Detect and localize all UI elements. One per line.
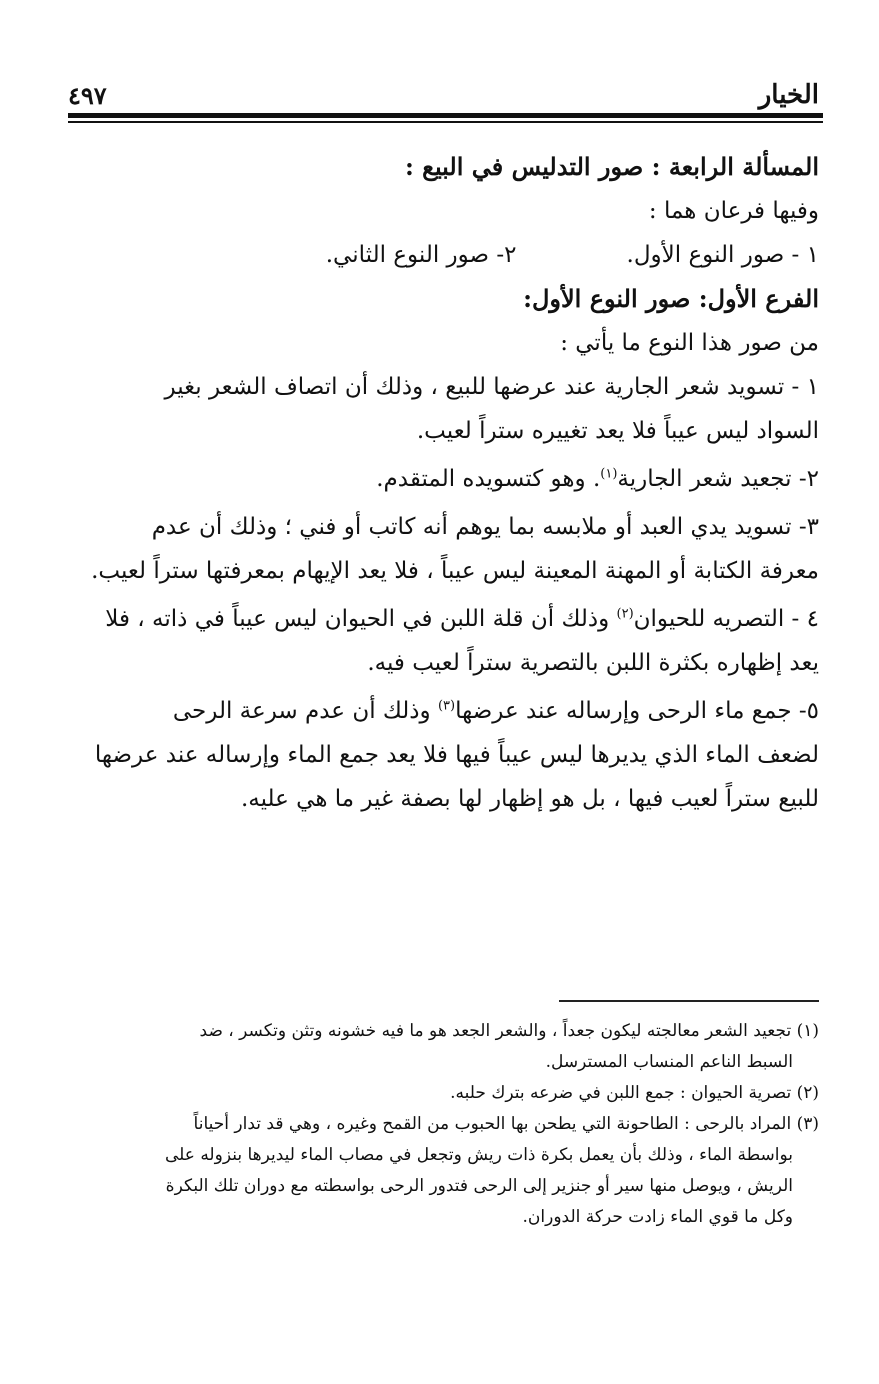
page-header	[68, 74, 819, 110]
header-rule-thin	[68, 121, 823, 123]
type-two: ٢- صور النوع الثاني.	[325, 242, 517, 268]
intro-line-2: من صور هذا النوع ما يأتي :	[560, 330, 819, 356]
running-head: الخيار	[758, 80, 819, 110]
item-1	[68, 365, 819, 453]
types-list	[68, 233, 819, 277]
item-2-line-1	[68, 457, 819, 501]
item-4-line-2: يعد إظهاره بكثرة اللبن بالتصرية ستراً لعيب فيه.	[367, 650, 819, 676]
footnotes	[68, 1016, 819, 1233]
footnote-2: (٢) تصرية الحيوان : جمع اللبن في ضرعه بترك حلبه.	[450, 1083, 819, 1103]
footnote-ref-3: (٣)	[437, 698, 456, 714]
item-3	[68, 505, 819, 593]
item-1-line-1: ١ - تسويد شعر الجارية عند عرضها للبيع ، وذلك أن اتصاف الشعر بغير	[164, 374, 819, 400]
footnote-1-line-2: السبط الناعم المنساب المسترسل.	[545, 1052, 793, 1072]
item-5-line-1	[68, 689, 819, 733]
item-3-line-1: ٣- تسويد يدي العبد أو ملابسه بما يوهم أنه كاتب أو فني ؛ وذلك أن عدم	[151, 514, 819, 540]
item-1-line-2: السواد ليس عيباً فلا يعد تغييره ستراً لعيب.	[416, 418, 819, 444]
item-5-line-2: لضعف الماء الذي يديرها ليس عيباً فيها فلا يعد جمع الماء وإرساله عند عرضها	[94, 742, 819, 768]
footnote-3-line-2: بواسطة الماء ، وذلك بأن يعمل بكرة ذات ريش وتجعل في مصاب الماء ليديرها بنزوله على	[164, 1145, 793, 1165]
footnote-separator	[559, 1000, 819, 1002]
page-number: ٤٩٧	[68, 81, 107, 110]
item-4-line-1	[68, 597, 819, 641]
item-5-text-a: ٥- جمع ماء الرحى وإرساله عند عرضها	[455, 698, 819, 724]
header-rule-thick	[68, 113, 823, 118]
item-5	[68, 689, 819, 821]
item-2-text-a: ٢- تجعيد شعر الجارية	[617, 466, 819, 492]
item-3-line-2: معرفة الكتابة أو المهنة المعينة ليس عيباً ، فلا يعد الإيهام بمعرفتها ستراً لعيب.	[91, 558, 819, 584]
item-5-line-3: للبيع ستراً لعيب فيها ، بل هو إظهار لها بصفة غير ما هي عليه.	[240, 786, 819, 812]
footnote-3-line-1: (٣) المراد بالرحى : الطاحونة التي يطحن بها الحبوب من القمح وغيره ، وهي قد تدار أحياناً	[193, 1114, 819, 1134]
footnote-3-line-4: وكل ما قوي الماء زادت حركة الدوران.	[522, 1207, 793, 1227]
item-2-text-b: . وهو كتسويده المتقدم.	[376, 466, 601, 492]
footnote-ref-1: (١)	[600, 466, 618, 482]
subsection-heading: الفرع الأول: صور النوع الأول:	[523, 284, 819, 313]
item-2	[68, 457, 819, 501]
item-4-text-b: وذلك أن قلة اللبن في الحيوان ليس عيباً في ذاته ، فلا	[105, 606, 617, 632]
footnote-1-line-1: (١) تجعيد الشعر معالجته ليكون جعداً ، والشعر الجعد هو ما فيه خشونه وتثن وتكسر ، ضد	[199, 1021, 819, 1041]
item-5-text-b: وذلك أن عدم سرعة الرحى	[172, 698, 438, 724]
type-one: ١ - صور النوع الأول.	[626, 242, 819, 268]
section-heading: المسألة الرابعة : صور التدليس في البيع :	[404, 152, 819, 181]
footnote-3-line-3: الريش ، ويوصل منها سير أو جنزير إلى الرحى فتدور الرحى بواسطته مع دوران تلك البكرة	[165, 1176, 793, 1196]
intro-line: وفيها فرعان هما :	[648, 198, 819, 224]
item-4-text-a: ٤ - التصريه للحيوان	[633, 606, 819, 632]
main-text	[68, 145, 819, 825]
item-4	[68, 597, 819, 685]
footnote-ref-2: (٢)	[616, 606, 634, 622]
